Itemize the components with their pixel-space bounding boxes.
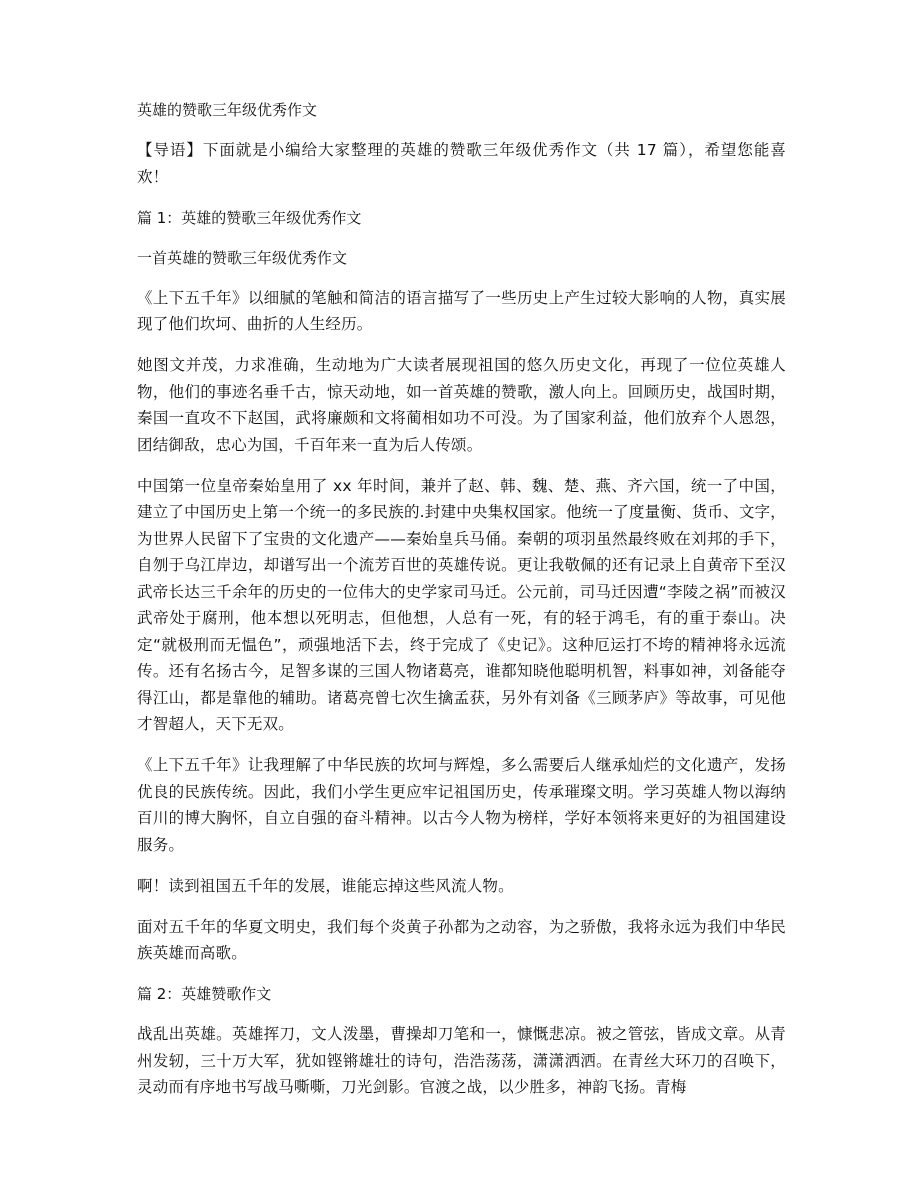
intro-paragraph: 【导语】下面就是小编给大家整理的英雄的赞歌三年级优秀作文（共 17 篇），希望您能喜欢！ — [137, 141, 786, 186]
section-1-paragraph: 中国第一位皇帝秦始皇用了 xx 年时间，兼并了赵、韩、魏、楚、燕、齐六国，统一了中国，建立了中国历史上第一个统一的多民族的.封建中央集权国家。他统一了度量衡、货币、文字，为世界人民留下了宝贵的文化遗产——秦始皇兵马俑。秦朝的项羽虽然最终败在刘邦的手下，自刎于乌江岸边，却谱写出一个流芳百世的英雄传说。更让我敬佩的还有记录上自黄帝下至汉武帝长达三千余年的历史的一位伟大的史学家司马迁。公元前，司马迁因遭“李陵之祸”而被汉武帝处于腐刑，他本想以死明志，但他想，人总有一死，有的轻于鸿毛，有的重于泰山。决定“就极刑而无愠色”，顽强地活下去，终于完成了《史记》。这种厄运打不垮的精神将永远流传。还有名扬古今，足智多谋的三国人物诸葛亮，谁都知晓他聪明机智，料事如神，刘备能夺得江山，都是靠他的辅助。诸葛亮曾七次生擒孟获，另外有刘备《三顾茅庐》等故事，可见他才智超人，天下无双。 — [137, 476, 786, 733]
section-1-subheading: 一首英雄的赞歌三年级优秀作文 — [137, 248, 348, 267]
section-1-paragraph: 《上下五千年》以细腻的笔触和简洁的语言描写了一些历史上产生过较大影响的人物，真实展现了他们坎坷、曲折的人生经历。 — [137, 288, 786, 333]
section-1-heading: 篇 1：英雄的赞歌三年级优秀作文 — [137, 208, 362, 227]
section-2-paragraph: 战乱出英雄。英雄挥刀，文人泼墨，曹操却刀笔和一，慷慨悲凉。被之管弦，皆成文章。从青州发轫，三十万大军，犹如铿锵雄壮的诗句，浩浩荡荡，潇潇洒洒。在青丝大环刀的召唤下，灵动而有序地书写战马嘶嘶，刀光剑影。官渡之战，以少胜多，神韵飞扬。青梅 — [137, 1025, 786, 1096]
section-1-paragraph: 她图文并茂，力求准确，生动地为广大读者展现祖国的悠久历史文化，再现了一位位英雄人物，他们的事迹名垂千古，惊天动地，如一首英雄的赞歌，激人向上。回顾历史，战国时期，秦国一直攻不下赵国，武将廉颇和文将蔺相如功不可没。为了国家利益，他们放弃个人恩怨，团结御敌，忠心为国，千百年来一直为后人传颂。 — [137, 356, 786, 454]
section-1-paragraph: 面对五千年的华夏文明史，我们每个炎黄子孙都为之动容，为之骄傲，我将永远为我们中华民族英雄而高歌。 — [137, 917, 786, 962]
section-1-paragraph: 《上下五千年》让我理解了中华民族的坎坷与辉煌，多么需要后人继承灿烂的文化遗产，发扬优良的民族传统。因此，我们小学生更应牢记祖国历史，传承璀璨文明。学习英雄人物以海纳百川的博大胸怀，自立自强的奋斗精神。以古今人物为榜样，学好本领将来更好的为祖国建设服务。 — [137, 756, 786, 854]
section-1-paragraph: 啊！读到祖国五千年的发展，谁能忘掉这些风流人物。 — [137, 876, 514, 895]
document-title: 英雄的赞歌三年级优秀作文 — [137, 101, 318, 119]
section-2-heading: 篇 2：英雄赞歌作文 — [137, 985, 272, 1003]
